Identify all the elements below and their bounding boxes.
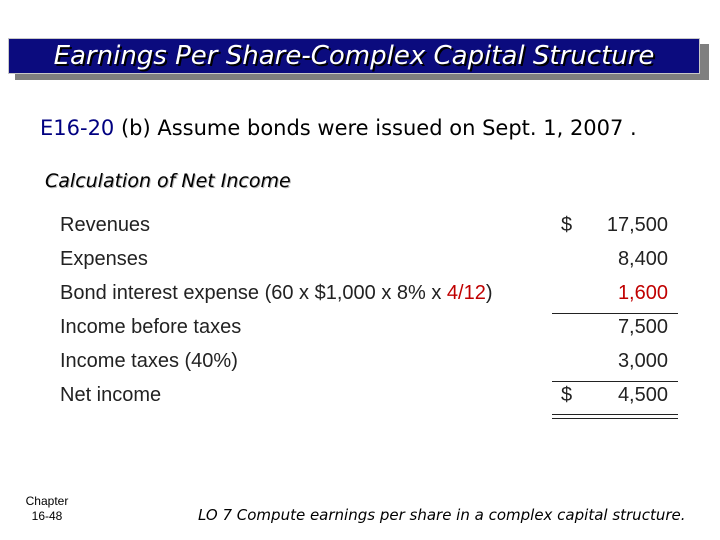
problem-statement <box>40 116 637 140</box>
row-amount: 3,000 <box>617 350 668 372</box>
row-label-highlight: 4/12 <box>446 282 486 304</box>
table-row <box>0 210 720 244</box>
page-title: Earnings Per Share-Complex Capital Structure <box>8 38 700 74</box>
table-row <box>0 346 720 380</box>
row-label <box>60 282 493 305</box>
table-row <box>0 278 720 312</box>
page-number: 16-48 <box>31 509 63 523</box>
double-rule-top <box>552 414 678 415</box>
row-amount: 17,500 <box>606 214 668 236</box>
row-label: Revenues <box>60 214 151 236</box>
double-rule-bottom <box>552 418 678 419</box>
table-row <box>0 312 720 346</box>
row-label: Income taxes (40%) <box>60 350 238 372</box>
row-label-suffix: ) <box>485 282 493 304</box>
problem-code: E16-20 <box>40 116 115 140</box>
row-label: Income before taxes <box>60 316 242 338</box>
row-label-main: Bond interest expense (60 x $1,000 x 8% x <box>60 282 447 304</box>
row-amount: 1,600 <box>617 282 668 304</box>
table-row <box>0 244 720 278</box>
problem-text: (b) Assume bonds were issued on Sept. 1, 2007 . <box>120 116 637 140</box>
chapter-reference <box>14 494 80 524</box>
currency-symbol: $ <box>561 384 573 406</box>
row-label: Expenses <box>60 248 148 270</box>
currency-symbol: $ <box>561 214 573 236</box>
row-label: Net income <box>60 384 162 406</box>
table-row <box>0 380 720 414</box>
row-amount: 4,500 <box>617 384 668 406</box>
learning-objective: LO 7 Compute earnings per share in a complex capital structure. <box>198 506 686 524</box>
section-title: Calculation of Net Income <box>45 170 291 192</box>
chapter-label: Chapter <box>25 494 69 508</box>
row-amount: 8,400 <box>617 248 668 270</box>
row-amount: 7,500 <box>617 316 668 338</box>
